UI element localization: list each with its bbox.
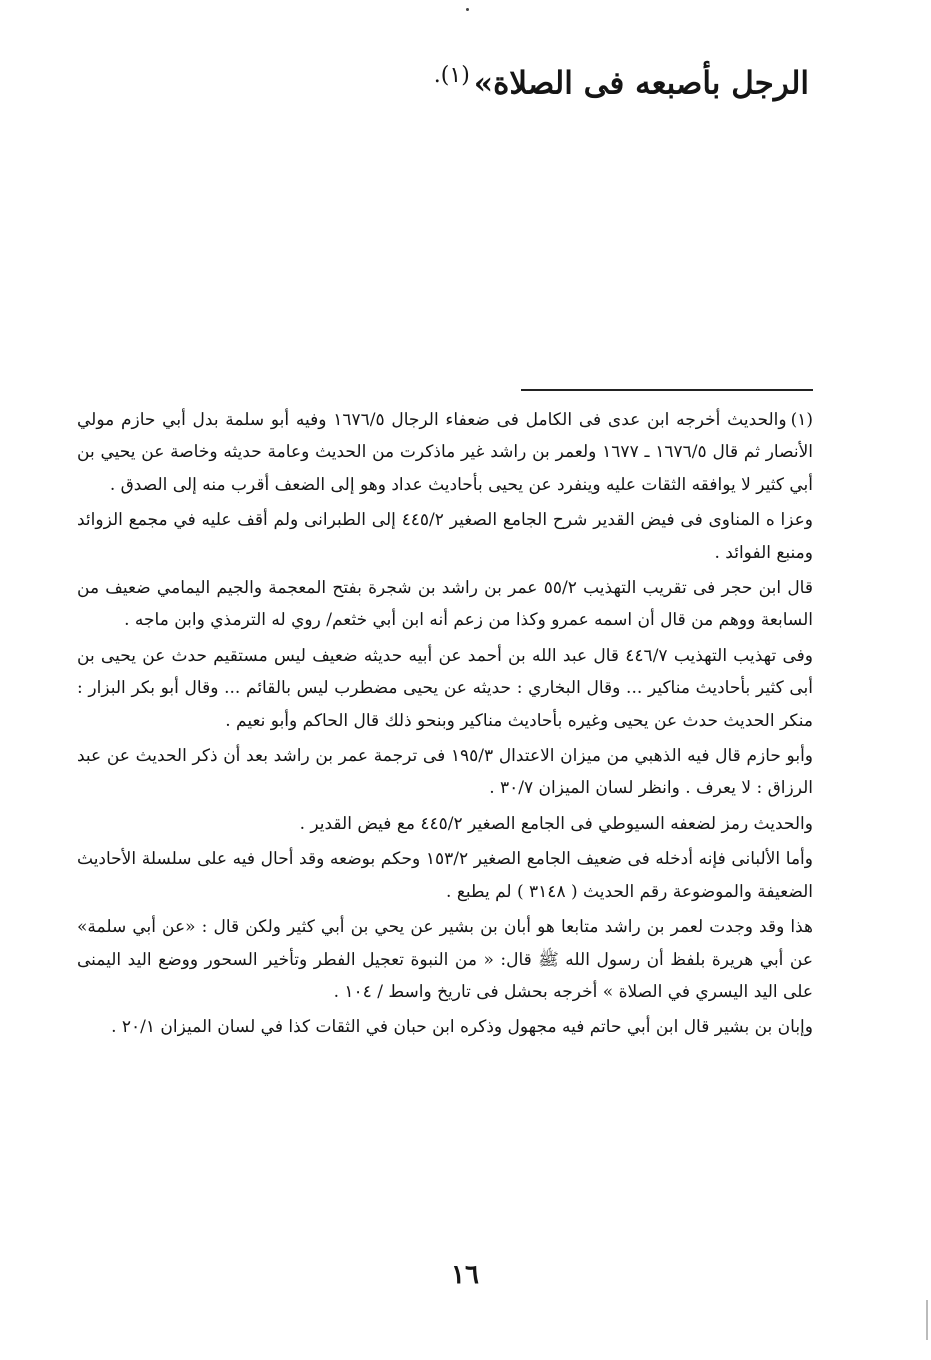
footnote-paragraph: وأما الألبانى فإنه أدخله فى ضعيف الجامع الصغير ١٥٣/٢ وحكم بوضعه وقد أحال فيه على سلسلة الأحاديث الضعيفة والموضوعة رقم الحديث ( ٣١٤٨ ) لم يطبع . (77, 849, 813, 902)
footnote-paragraph-text: والحديث أخرجه ابن عدى فى الكامل فى ضعفاء الرجال ١٦٧٦/٥ وفيه أبو سلمة بدل أبي حازم مولي الأنصار ثم قال ١٦٧٦/٥ ـ ١٦٧٧ ولعمر بن راشد غير ماذكرت من الحديث وعامة حديثه وخاصة عن يحيي بن أبي كثير لا يوافقه الثقات عليه وينفرد عن يحيى بأحاديث عداد وهو إلى الضعف أقرب منه إلى الصدق . (77, 410, 813, 495)
footnote-number: (١) (790, 410, 813, 430)
footnote-paragraph: وفى تهذيب التهذيب ٤٤٦/٧ قال عبد الله بن أحمد عن أبيه حديثه ضعيف ليس مستقيم حدث عن يحيى بن أبى كثير بأحاديث مناكير ... وقال البخاري : حديثه عن يحيى مضطرب ليس بالقائم ... وقال أبو بكر البزار : منكر الحديث حدث عن يحيى وغيره بأحاديث مناكير وبنحو ذلك قال الحاكم وأبو نعيم . (77, 645, 813, 731)
page-title (109, 54, 809, 105)
footnote-paragraph: قال ابن حجر فى تقريب التهذيب ٥٥/٢ عمر بن راشد بن شجرة بفتح المعجمة والجيم اليمامي ضعيف من السابعة ووهم من قال أن اسمه عمرو وكذا من زعم أنه ابن أبي خثعم/ روي له الترمذي وابن ماجه . (77, 578, 813, 631)
scan-edge-mark (926, 1300, 928, 1340)
footnote-paragraph: والحديث رمز لضعفه السيوطي فى الجامع الصغير ٤٤٥/٢ مع فيض القدير . (299, 813, 813, 834)
page-number: ١٦ (451, 1260, 479, 1290)
footnote-paragraph: وإبان بن بشير قال ابن أبي حاتم فيه مجهول وذكره ابن حبان في الثقات كذا في لسان الميزان ٢٠/١ . (111, 1017, 813, 1038)
footnote-paragraph: وعزا ه المناوى فى فيض القدير شرح الجامع الصغير ٤٤٥/٢ إلى الطبرانى ولم أقف عليه في مجمع الزوائد ومنبع الفوائد . (77, 510, 813, 563)
footnote-reference: (١). (433, 63, 470, 88)
footnote-paragraph: هذا وقد وجدت لعمر بن راشد متابعا هو أبان بن بشير عن يحي بن أبي كثير ولكن قال : «عن أبي سلمة» عن أبي هريرة بلفظ أن رسول الله ﷺ قال: « من النبوة تعجيل الفطر وتأخير السحور ووضع اليد اليمنى على اليد اليسري في الصلاة » أخرجه بحشل فى تاريخ واسط / ١٠٤ . (77, 917, 813, 1002)
footnote-paragraph: وأبو حازم قال فيه الذهبي من ميزان الاعتدال ١٩٥/٣ فى ترجمة عمر بن راشد بعد أن ذكر الحديث عن عبد الرزاق : لا يعرف . وانظر لسان الميزان ٣٠/٧ . (77, 746, 814, 799)
footnote-separator (521, 389, 813, 391)
footnote-paragraph (77, 404, 813, 501)
top-print-dot (466, 8, 469, 11)
title-text: الرجل بأصبعه فى الصلاة» (473, 65, 809, 102)
footnote-block (77, 404, 813, 1047)
